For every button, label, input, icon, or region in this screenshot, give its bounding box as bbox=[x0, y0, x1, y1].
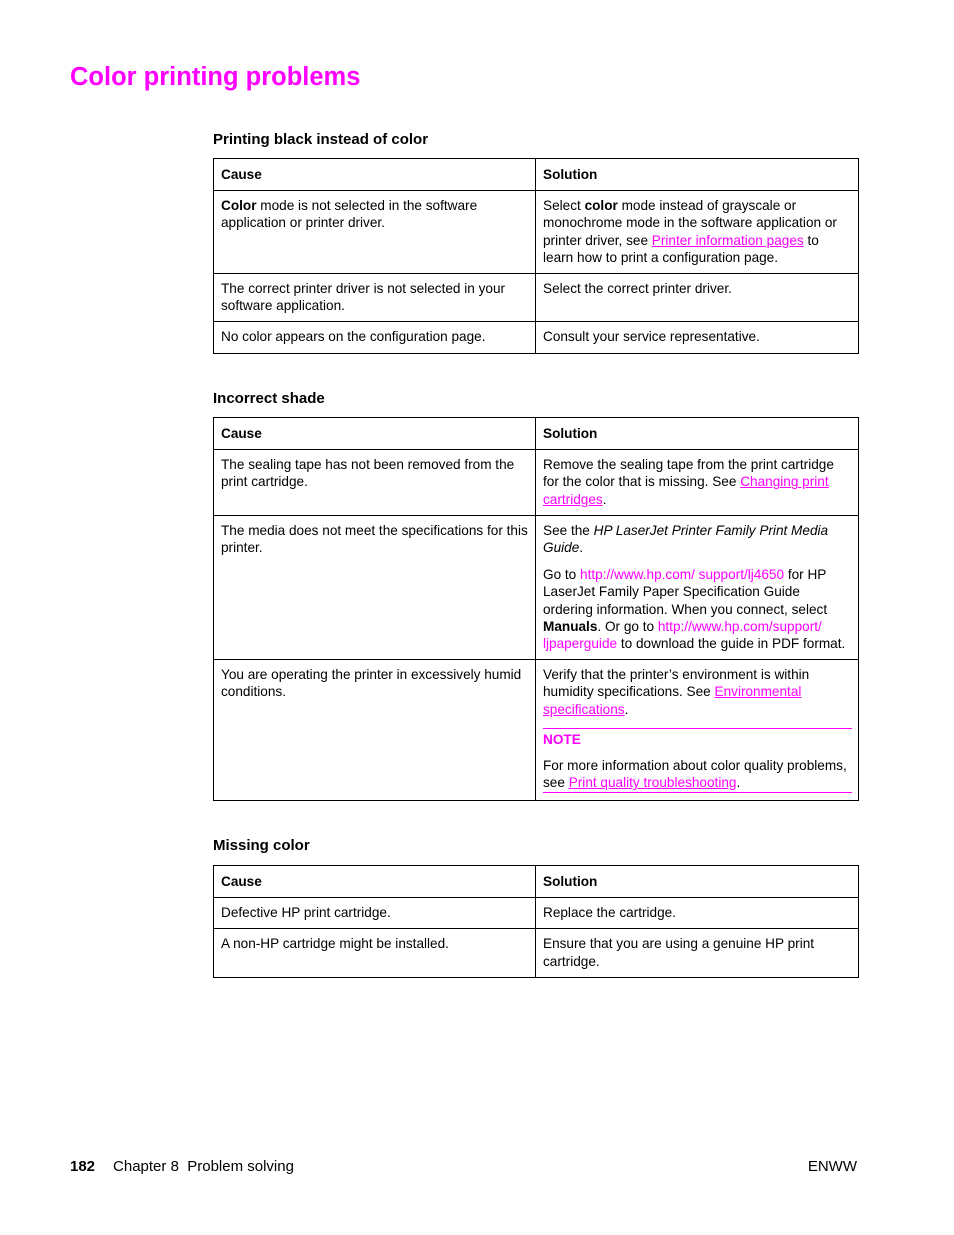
environmental-specifications-link[interactable]: Environmental specifications bbox=[543, 684, 802, 717]
section-heading-incorrect-shade: Incorrect shade bbox=[213, 390, 325, 407]
table-row bbox=[214, 274, 859, 322]
cause-cell: You are operating the printer in excessively humid conditions. bbox=[214, 660, 536, 801]
solution-paragraph bbox=[543, 566, 852, 652]
note-text-span: . bbox=[736, 775, 741, 791]
print-quality-troubleshooting-link[interactable]: Print quality troubleshooting bbox=[568, 775, 737, 791]
table-row bbox=[214, 898, 859, 929]
solution-text: Select bbox=[543, 198, 585, 214]
solution-text: to download the guide in PDF format. bbox=[617, 636, 846, 652]
hp-support-lj4650-link[interactable]: http://www.hp.com/ support/lj4650 bbox=[580, 567, 785, 583]
column-header-solution: Solution bbox=[536, 866, 859, 898]
column-header-cause: Cause bbox=[214, 418, 536, 450]
page-title: Color printing problems bbox=[70, 63, 361, 91]
table-row bbox=[214, 191, 859, 274]
solution-cell bbox=[536, 515, 859, 659]
solution-bold-term: color bbox=[584, 198, 618, 214]
note-box bbox=[543, 728, 852, 794]
solution-text: for HP LaserJet Family Paper Specification Guide ordering information. When you connect, select bbox=[543, 567, 828, 617]
column-header-cause: Cause bbox=[214, 159, 536, 191]
table-incorrect-shade bbox=[213, 417, 859, 801]
cause-cell: The correct printer driver is not selected in your software application. bbox=[214, 274, 536, 322]
column-header-solution: Solution bbox=[536, 418, 859, 450]
table-row bbox=[214, 929, 859, 977]
section-heading-printing-black: Printing black instead of color bbox=[213, 131, 429, 148]
solution-text: to learn how to print a configuration page. bbox=[543, 232, 819, 265]
page-footer-left bbox=[70, 1158, 294, 1176]
solution-text: Go to bbox=[543, 567, 581, 583]
cause-cell: No color appears on the configuration page. bbox=[214, 322, 536, 353]
solution-cell bbox=[536, 660, 859, 801]
table-header-row bbox=[214, 418, 859, 450]
cause-cell bbox=[214, 191, 536, 274]
solution-cell: Select the correct printer driver. bbox=[536, 274, 859, 322]
table-missing-color bbox=[213, 865, 859, 978]
media-guide-title: HP LaserJet Printer Family Print Media Guide bbox=[543, 522, 829, 556]
cause-cell: The media does not meet the specifications for this printer. bbox=[214, 515, 536, 659]
column-header-solution: Solution bbox=[536, 159, 859, 191]
manuals-bold-term: Manuals bbox=[543, 618, 598, 634]
hp-paperguide-link[interactable]: http://www.hp.com/support/ ljpaperguide bbox=[543, 618, 822, 652]
solution-text: . Or go to bbox=[597, 618, 658, 634]
changing-print-cartridges-link[interactable]: Changing print cartridges bbox=[543, 474, 829, 507]
table-row bbox=[214, 322, 859, 353]
table-header-row bbox=[214, 866, 859, 898]
solution-cell: Replace the cartridge. bbox=[536, 898, 859, 929]
cause-cell: A non-HP cartridge might be installed. bbox=[214, 929, 536, 977]
solution-text: . bbox=[602, 491, 607, 507]
table-header-row bbox=[214, 159, 859, 191]
solution-text: Remove the sealing tape from the print cartridge for the color that is missing. See bbox=[543, 457, 834, 490]
table-printing-black bbox=[213, 158, 859, 354]
table-row bbox=[214, 515, 859, 659]
solution-cell: Consult your service representative. bbox=[536, 322, 859, 353]
cause-cell: Defective HP print cartridge. bbox=[214, 898, 536, 929]
cause-cell: The sealing tape has not been removed from the print cartridge. bbox=[214, 450, 536, 516]
solution-cell bbox=[536, 191, 859, 274]
solution-cell bbox=[536, 450, 859, 516]
solution-text: See the bbox=[543, 522, 594, 538]
solution-paragraph bbox=[543, 666, 852, 718]
printer-information-pages-link[interactable]: Printer information pages bbox=[651, 232, 804, 248]
solution-paragraph bbox=[543, 522, 852, 556]
note-text-span: For more information about color quality problems, see bbox=[543, 758, 847, 791]
note-text bbox=[543, 757, 852, 791]
note-label: NOTE bbox=[543, 731, 581, 747]
solution-cell: Ensure that you are using a genuine HP print cartridge. bbox=[536, 929, 859, 977]
solution-text: . bbox=[579, 540, 584, 556]
cause-text: mode is not selected in the software application or printer driver. bbox=[221, 198, 478, 231]
solution-text: . bbox=[624, 701, 629, 717]
solution-text: Verify that the printer’s environment is within humidity specifications. See bbox=[543, 667, 810, 700]
page-footer-right: ENWW bbox=[807, 1158, 857, 1175]
solution-text: mode instead of grayscale or monochrome mode in the software application or printer driver, see bbox=[543, 198, 837, 248]
chapter-title: Chapter 8 Problem solving bbox=[113, 1158, 294, 1175]
cause-bold-term: Color bbox=[221, 198, 257, 214]
column-header-cause: Cause bbox=[214, 866, 536, 898]
page-number: 182 bbox=[70, 1158, 96, 1175]
table-row bbox=[214, 450, 859, 516]
table-row bbox=[214, 660, 859, 801]
section-heading-missing-color: Missing color bbox=[213, 837, 310, 854]
